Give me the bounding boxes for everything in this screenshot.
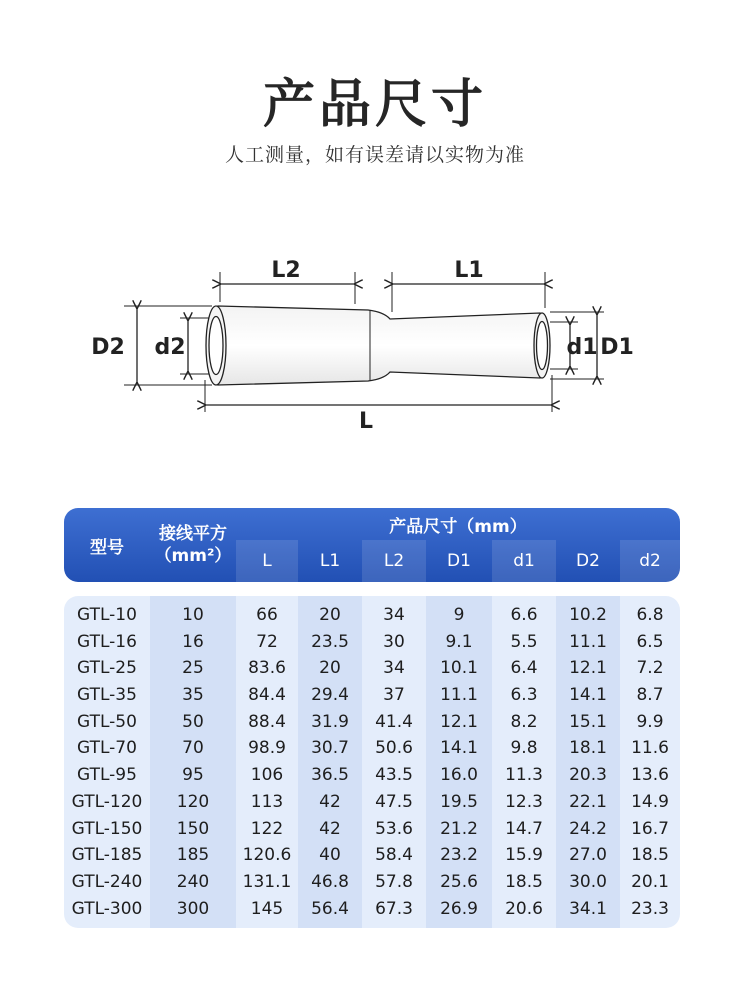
cell-area: 10 <box>182 605 204 625</box>
cell-L1: 20 <box>319 605 341 625</box>
header-col-d2: d2 <box>620 540 680 582</box>
cell-L: 145 <box>250 898 284 919</box>
cell-D2: 34.1 <box>569 898 607 919</box>
cell-area: 70 <box>182 738 204 759</box>
header-area-line1: 接线平方 <box>159 524 227 544</box>
cell-L: 84.4 <box>248 685 286 706</box>
cell-model: GTL-10 <box>77 605 137 625</box>
cell-d1: 12.3 <box>505 791 543 812</box>
cell-L2: 53.6 <box>375 818 413 839</box>
cell-L2: 34 <box>383 658 405 679</box>
label-L2: L2 <box>271 258 301 283</box>
table-row <box>64 735 680 762</box>
table-body <box>64 596 680 928</box>
cell-D1: 26.9 <box>440 898 478 919</box>
cell-d2: 9.9 <box>636 711 664 732</box>
cell-L2: 34 <box>383 605 405 625</box>
table-row <box>64 789 680 816</box>
cell-L: 98.9 <box>248 738 286 759</box>
cell-L1: 56.4 <box>311 898 349 919</box>
cell-L: 88.4 <box>248 711 286 732</box>
cell-d2: 14.9 <box>631 791 669 812</box>
header-col-d1: d1 <box>492 540 556 582</box>
cell-area: 300 <box>176 898 210 919</box>
cell-area: 120 <box>176 791 210 812</box>
cell-D1: 25.6 <box>440 871 478 892</box>
cell-L1: 31.9 <box>311 711 349 732</box>
tube-body <box>206 306 550 385</box>
header-col-L: L <box>236 540 298 582</box>
cell-D1: 10.1 <box>440 658 478 679</box>
cell-L: 113 <box>250 791 284 812</box>
connector-dimension-diagram <box>0 240 750 440</box>
label-d1: d1 <box>566 335 598 360</box>
cell-D2: 15.1 <box>569 711 607 732</box>
cell-area: 95 <box>182 765 204 786</box>
cell-L: 106 <box>250 765 284 786</box>
cell-d1: 6.3 <box>510 685 538 706</box>
page-title: 产品尺寸 <box>262 75 487 135</box>
cell-d1: 14.7 <box>505 818 543 839</box>
dimension-table <box>64 508 680 928</box>
header-col-D2: D2 <box>576 551 600 571</box>
cell-model: GTL-240 <box>71 871 143 892</box>
cell-D2: 20.3 <box>569 765 607 786</box>
table-row <box>64 655 680 682</box>
cell-d1: 8.2 <box>510 711 538 732</box>
page-subtitle: 人工测量，如有误差请以实物为准 <box>224 144 525 166</box>
cell-L: 131.1 <box>242 871 292 892</box>
cell-model: GTL-16 <box>77 631 137 652</box>
cell-L2: 41.4 <box>375 711 413 732</box>
cell-L2: 37 <box>383 685 405 706</box>
table-row <box>64 816 680 843</box>
cell-D2: 10.2 <box>569 605 607 625</box>
cell-D1: 19.5 <box>440 791 478 812</box>
cell-d1: 20.6 <box>505 898 543 919</box>
table-row <box>64 602 680 629</box>
cell-d1: 6.4 <box>510 658 538 679</box>
cell-L1: 42 <box>319 818 341 839</box>
cell-D1: 9 <box>453 605 465 625</box>
cell-D2: 11.1 <box>569 631 607 652</box>
cell-L: 72 <box>256 631 278 652</box>
cell-area: 150 <box>176 818 210 839</box>
cell-D2: 14.1 <box>569 685 607 706</box>
cell-d2: 23.3 <box>631 898 669 919</box>
header-area-line2: （mm²） <box>154 546 232 566</box>
cell-D1: 14.1 <box>440 738 478 759</box>
cell-L1: 42 <box>319 791 341 812</box>
cell-d2: 7.2 <box>636 658 664 679</box>
cell-D2: 30.0 <box>569 871 607 892</box>
cell-L: 120.6 <box>242 845 292 866</box>
header-area <box>150 508 236 582</box>
cell-L1: 29.4 <box>311 685 349 706</box>
table-row <box>64 762 680 789</box>
header-col-L2: L2 <box>362 540 426 582</box>
cell-d2: 8.7 <box>636 685 664 706</box>
header-col-L1: L1 <box>319 551 341 571</box>
cell-L: 83.6 <box>248 658 286 679</box>
cell-L2: 30 <box>383 631 405 652</box>
table-row <box>64 709 680 736</box>
cell-d2: 20.1 <box>631 871 669 892</box>
cell-D1: 23.2 <box>440 845 478 866</box>
cell-d2: 11.6 <box>631 738 669 759</box>
cell-d1: 18.5 <box>505 871 543 892</box>
cell-D2: 27.0 <box>569 845 607 866</box>
label-L1: L1 <box>454 258 484 283</box>
label-d2: d2 <box>154 335 186 360</box>
table-row <box>64 896 680 923</box>
cell-d1: 9.8 <box>510 738 538 759</box>
cell-model: GTL-300 <box>71 898 143 919</box>
cell-area: 25 <box>182 658 204 679</box>
cell-model: GTL-150 <box>71 818 143 839</box>
cell-area: 35 <box>182 685 204 706</box>
table-row <box>64 629 680 656</box>
cell-area: 240 <box>176 871 210 892</box>
cell-L2: 50.6 <box>375 738 413 759</box>
header-col-D1: D1 <box>447 551 471 571</box>
cell-d2: 18.5 <box>631 845 669 866</box>
cell-L2: 47.5 <box>375 791 413 812</box>
cell-D2: 12.1 <box>569 658 607 679</box>
table-header <box>64 508 680 582</box>
cell-L2: 43.5 <box>375 765 413 786</box>
cell-d2: 16.7 <box>631 818 669 839</box>
table-row <box>64 869 680 896</box>
table-row <box>64 682 680 709</box>
cell-L1: 23.5 <box>311 631 349 652</box>
cell-d1: 15.9 <box>505 845 543 866</box>
cell-area: 50 <box>182 711 204 732</box>
cell-model: GTL-35 <box>77 685 137 706</box>
cell-L2: 57.8 <box>375 871 413 892</box>
cell-d2: 6.8 <box>636 605 664 625</box>
cell-L2: 58.4 <box>375 845 413 866</box>
cell-D2: 22.1 <box>569 791 607 812</box>
cell-d2: 13.6 <box>631 765 669 786</box>
cell-area: 185 <box>176 845 210 866</box>
cell-D1: 11.1 <box>440 685 478 706</box>
cell-D2: 24.2 <box>569 818 607 839</box>
cell-D2: 18.1 <box>569 738 607 759</box>
cell-model: GTL-25 <box>77 658 137 679</box>
cell-area: 16 <box>182 631 204 652</box>
cell-L1: 40 <box>319 845 341 866</box>
cell-d1: 11.3 <box>505 765 543 786</box>
header-subcolumns <box>236 540 680 582</box>
cell-d1: 6.6 <box>510 605 538 625</box>
cell-L1: 46.8 <box>311 871 349 892</box>
label-D1: D1 <box>600 335 634 360</box>
cell-d2: 6.5 <box>636 631 664 652</box>
cell-L: 122 <box>250 818 284 839</box>
cell-model: GTL-120 <box>71 791 143 812</box>
cell-L: 66 <box>256 605 278 625</box>
cell-L1: 20 <box>319 658 341 679</box>
cell-model: GTL-50 <box>77 711 137 732</box>
cell-D1: 21.2 <box>440 818 478 839</box>
cell-D1: 12.1 <box>440 711 478 732</box>
cell-d1: 5.5 <box>510 631 538 652</box>
cell-L1: 30.7 <box>311 738 349 759</box>
label-D2: D2 <box>91 335 125 360</box>
cell-D1: 16.0 <box>440 765 478 786</box>
cell-L1: 36.5 <box>311 765 349 786</box>
header-group: 产品尺寸（mm） <box>389 516 527 537</box>
table-row <box>64 842 680 869</box>
cell-model: GTL-70 <box>77 738 137 759</box>
label-L: L <box>358 409 374 434</box>
cell-L2: 67.3 <box>375 898 413 919</box>
cell-D1: 9.1 <box>445 631 473 652</box>
header-model: 型号 <box>90 537 124 558</box>
cell-model: GTL-95 <box>77 765 137 786</box>
cell-model: GTL-185 <box>71 845 143 866</box>
